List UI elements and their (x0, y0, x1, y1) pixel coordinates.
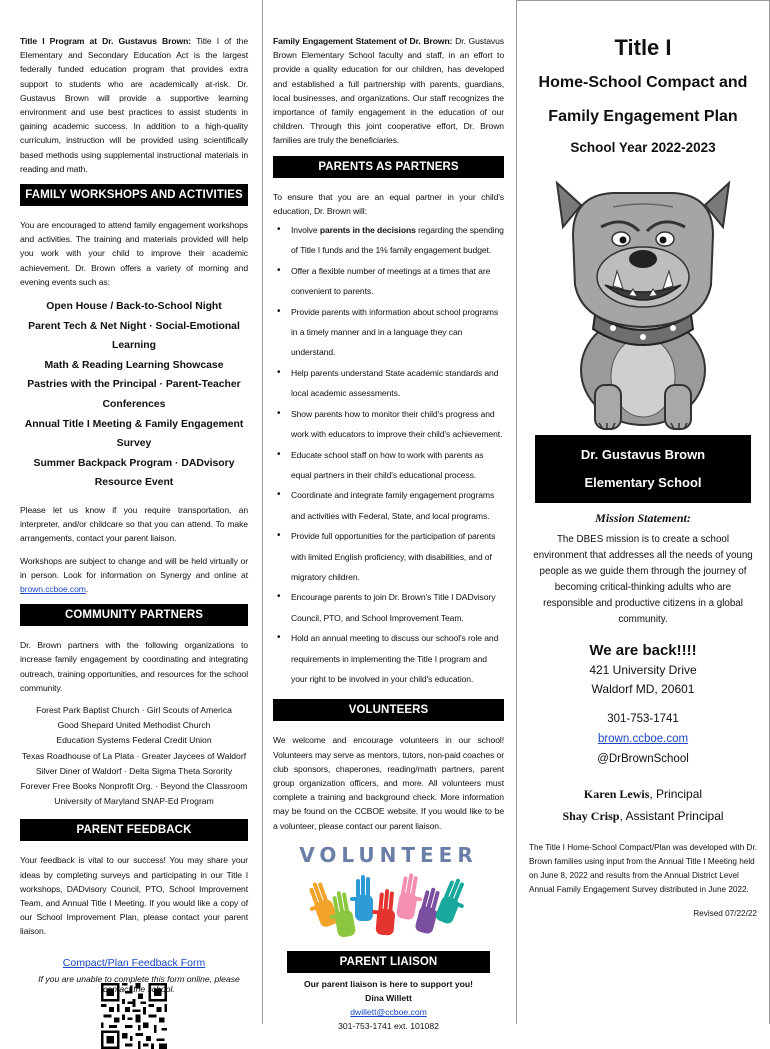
partner-item: Education Systems Federal Credit Union (56, 735, 212, 746)
commitment-item (273, 587, 504, 628)
commitment-text: Coordinate and integrate family engagement programs and activities with Federal, State, and local programs. (291, 490, 495, 521)
panel-cover (516, 0, 770, 1024)
volunteer-word-art: VOLUNTEER (299, 842, 478, 867)
principal-name: Karen Lewis (583, 787, 650, 801)
mission-text: The DBES mission is to create a school environment that addresses all the needs of young people as we guide them through the journey of becoming critical-thinking adults who are responsible and productive citizens in a global community. (533, 534, 753, 625)
partner-item: Forever Free Books Nonprofit Org. · Beyond the Classroom (20, 781, 248, 792)
event-item: Pastries with the Principal · Parent-Teacher Conferences (27, 379, 241, 411)
event-item: Parent Tech & Net Night · Social-Emotional Learning (28, 320, 240, 352)
cover-subtitle-line1: Home-School Compact and (538, 74, 748, 91)
commitment-item (273, 261, 504, 302)
panel-middle (262, 0, 512, 1031)
commitment-text: Help parents understand State academic standards and local academic assessments. (291, 367, 499, 399)
development-note: The Title I Home-School Compact/Plan was developed with Dr. Brown families using input from the Annual Title I Meeting held on June 8, 2022 and results from the Annual District Level Annual Family Engagement Survey distributed in June 2022. (529, 843, 757, 894)
commitment-item (273, 363, 504, 404)
commitment-text: Show parents how to monitor their child's progress and work with educators to improve their child's achievement. (291, 408, 503, 440)
community-text: Dr. Brown partners with the following organizations to increase family engagement by coordinating and integrating outreach, training opportunities, and resources for the school community. (20, 640, 248, 693)
partner-item: Texas Roadhouse of La Plata · Greater Jaycees of Waldorf (21, 750, 247, 761)
commitment-text: Offer a flexible number of meetings at a times that are convenient to parents. (291, 265, 491, 297)
commitment-item (273, 485, 504, 526)
community-heading: COMMUNITY PARTNERS (20, 604, 248, 626)
commitment-item (273, 220, 504, 261)
workshops-note-text: Workshops are subject to change and will be held virtually or in person. Look for information on Synergy and online at (20, 555, 248, 580)
address-line1: 421 University Drive (589, 663, 697, 677)
feedback-text: Your feedback is vital to our success! You may share your ideas by completing surveys and participating in our Title I workshops, DADvisory Council, PTO, School Improvement Team, and Annual Title I Meeting. If you would like a copy of our School Improvement Plan, please contact your parent liaison. (20, 855, 248, 937)
engagement-statement (273, 34, 504, 148)
workshops-note (20, 554, 248, 597)
event-item: Math & Reading Learning Showcase (44, 359, 224, 371)
commitment-text: Encourage parents to join Dr. Brown's Title I DADvisory Council, PTO, and School Improvement Team. (291, 592, 496, 623)
feedback-heading: PARENT FEEDBACK (20, 819, 248, 841)
contact-block (529, 709, 757, 769)
school-year: School Year 2022-2023 (570, 140, 716, 155)
partners-intro: To ensure that you are an equal partner in your child's education, Dr. Brown will: (273, 191, 504, 216)
needs-text: Please let us know if you require transportation, an interpreter, and/or childcare so that you can attend. To make arrangements, contact your parent liaison. (20, 504, 248, 544)
intro-text: Title I of the Elementary and Secondary Education Act is the largest federally funded education program that provides extra support to students who are academically at-risk. Dr. Gustavus Brown will provide a supportive learning environment and use best practices to assist students in gaining academic success. In addition to a high-quality curriculum, instruction will be provided using scientifically based methods using supplemental instructional materials in reading and math. (20, 36, 248, 174)
school-website-link[interactable]: brown.ccboe.com (597, 733, 689, 745)
volunteer-hands-image (299, 867, 479, 943)
commitment-text: Provide parents with information about school programs in a timely manner and in a language they can understand. (291, 306, 499, 358)
principal-role: , Principal (649, 787, 703, 801)
commitment-item (273, 628, 504, 689)
administration (529, 783, 757, 827)
event-item: Annual Title I Meeting & Family Engagement Survey (24, 418, 244, 450)
partner-item: Silver Diner of Waldorf · Delta Sigma Theta Sorority (35, 765, 233, 776)
school-name-line1: Dr. Gustavus Brown (580, 447, 706, 462)
school-name-box (535, 435, 751, 503)
commitment-item (273, 445, 504, 486)
event-item: Summer Backpack Program · DADvisory Resource Event (33, 457, 235, 489)
mission-heading: Mission Statement: (595, 511, 691, 525)
commitment-item (273, 526, 504, 587)
liaison-phone: 301-753-1741 ext. 101082 (338, 1020, 439, 1031)
liaison-email-link[interactable]: dwillett@ccboe.com (350, 1006, 427, 1017)
offline-note: If you are unable to complete this form online, please contact the school. (38, 974, 240, 994)
statement-lead: Family Engagement Statement of Dr. Brown: (273, 36, 453, 46)
school-website-link[interactable]: brown.ccboe.com (20, 584, 86, 594)
feedback-form-link[interactable]: Compact/Plan Feedback Form (62, 956, 206, 969)
volunteers-text: We welcome and encourage volunteers in our school! Volunteers may serve as mentors, tutors, non-paid coaches or club sponsors, chaperones, reading/math partners, parent group organization officers, and more. All volunteers must complete a training and background check. More information may be found on the CCBOE website. If you would like to be a volunteer, please contact our parent liaison. (273, 735, 504, 831)
revised-date: Revised 07/22/22 (693, 909, 757, 918)
partner-item: Forest Park Baptist Church · Girl Scouts of America (36, 705, 232, 716)
commitment-text: Provide full opportunities for the participation of parents with limited English proficiency, with disabilities, and of migratory children. (291, 531, 496, 582)
liaison-info (273, 977, 504, 1033)
commitment-emphasis: parents in the decisions (319, 225, 416, 236)
school-name-line2: Elementary School (584, 475, 702, 490)
partners-heading: PARENTS AS PARTNERS (273, 156, 504, 178)
back-announcement: We are back!!!! (589, 642, 697, 659)
liaison-name: Dina Willett (365, 992, 412, 1003)
partner-commitments-list (273, 220, 504, 689)
commitment-text-end: regarding the spending of Title I funds and the 1% family engagement budget. (291, 225, 504, 256)
liaison-tagline: Our parent liaison is here to support you! (303, 978, 474, 989)
statement-text: Dr. Gustavus Brown Elementary School faculty and staff, in an effort to provide a quality education for our children, has developed and established a full partnership with parents, guardians, local businesses, and organizations. Our staff recognizes the importance of family engagement in the education of our children. Through this joint cooperative effort, Dr. Brown families are truly the beneficiaries. (273, 36, 504, 146)
event-item: Open House / Back-to-School Night (46, 301, 222, 313)
commitment-text: Hold an annual meeting to discuss our school's role and requirements in implementing the Title I program and your right to be involved in your child's education. (291, 633, 499, 684)
title-i-intro (20, 34, 248, 176)
workshops-note-end: . (85, 584, 89, 594)
partner-item: University of Maryland SNAP-Ed Program (54, 796, 214, 807)
assistant-principal-name: Shay Crisp (562, 809, 620, 823)
cover-subtitle-line2: Family Engagement Plan (548, 108, 738, 125)
workshops-text: You are encouraged to attend family engagement workshops and activities. The training and materials provided will help you work with your child to improve their academic achievement. Dr. Brown offers a variety of morning and evening events such as: (20, 220, 248, 287)
assistant-principal-role: , Assistant Principal (619, 809, 724, 823)
address-line2: Waldorf MD, 20601 (591, 682, 695, 696)
commitment-text: Educate school staff on how to work with parents as equal partners in their child's educational process. (291, 449, 484, 480)
volunteers-heading: VOLUNTEERS (273, 699, 504, 721)
bulldog-mascot-image (543, 165, 743, 435)
social-handle: @DrBrownSchool (597, 753, 689, 765)
intro-lead: Title I Program at Dr. Gustavus Brown: (20, 36, 192, 46)
commitment-item (273, 404, 504, 445)
cover-title: Title I (614, 35, 672, 60)
partners-list (20, 703, 248, 809)
commitment-text: Involve (291, 225, 320, 236)
events-list (20, 297, 248, 493)
partner-item: Good Shepard United Methodist Church (57, 720, 211, 731)
liaison-heading: PARENT LIAISON (287, 951, 490, 973)
workshops-heading: FAMILY WORKSHOPS AND ACTIVITIES (20, 184, 248, 206)
panel-left (0, 0, 258, 1024)
commitment-item (273, 302, 504, 363)
school-phone: 301-753-1741 (607, 713, 679, 725)
